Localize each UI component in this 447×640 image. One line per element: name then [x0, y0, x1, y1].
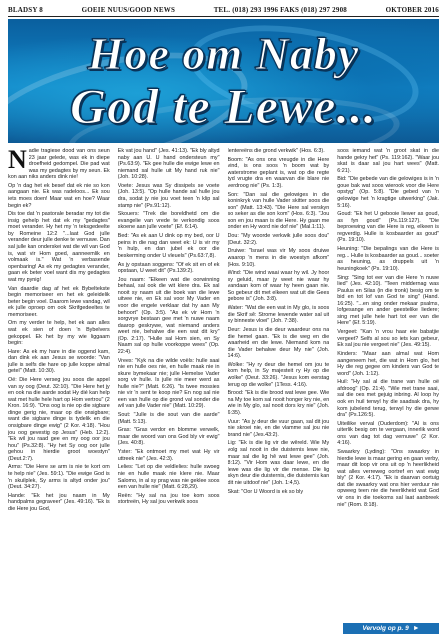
paragraph-text: Bed: "As ek aan U dink op my bed, oor U peins in die nag dan weet ek: U is vir my 'n hulp, en dan jubel ek oor die beskerming onder U vleuels" (Ps.63:7,8).: [117, 233, 220, 259]
continued-label: Vervolg op p. 9: [362, 625, 409, 632]
contact-info: TEL. (018) 293 1996 FAKS (018) 297 2908: [213, 6, 347, 14]
paragraph-text: Son: "Dan sal die gelowiges in die koninkryk van hulle Vader skitter soos die son" (Matt. 13:43). "Die Here sal verskyn so seker as die son kom" (Hos. 6:3). "Jou son en jou maan is die Here. Hy gaan me onder en Hy word nie dof nie" (Mal.1:11).: [227, 191, 330, 231]
paragraph-text: Arms: "Die Here se arm is nie te kort om te help nie" (Jes. 59:1). "Die ewige God is 'n skuilplek, Sy arms is altyd onder jou" (Deut. 34:27).: [8, 464, 110, 491]
header-divider: [8, 16, 439, 17]
continued-bar[interactable]: [343, 623, 439, 634]
article-paragraph: [118, 233, 220, 259]
paragraph-text: Bid: "Die gebede van die gelowiges is in 'n goue bak wat soos wierook voor die Here opstyg" (Op. 5:8). "Die gebed van 'n gelowige het 'n kragtige uitwerking" (Jak. 5:16).: [337, 176, 439, 209]
article-paragraph: [8, 183, 110, 209]
article-paragraph: [8, 493, 110, 513]
issue-date: OKTOBER 2016: [385, 6, 439, 14]
paragraph-text: Dou: "My woorde verkwik julle soos dou" (Deut. 32:2).: [227, 233, 330, 246]
article-paragraph: [118, 427, 220, 447]
article-paragraph: [8, 349, 110, 375]
article-paragraph: [337, 275, 439, 327]
paragraph-text: Wolke: "Hy ry deur die hemel om jou te kom help, in Sy majesteit ry Hy op die wolke" (Deut. 33:26). "Jesus kom eerstag terug op die wolke" (1Tess. 4:16).: [227, 361, 330, 388]
article-paragraph: [228, 390, 330, 416]
paragraph-text: Voete: Jesus was Sy dissipels se voete (Joh. 13:5). "Op hulle hande sal hulle jou dra, sodat jy nie jou voet teen 'n klip sal stamp nie" (Ps.91:12).: [117, 182, 220, 209]
article-paragraph: [228, 233, 330, 246]
article-paragraph: [228, 489, 330, 496]
paragraph-text: Reën: "Hy sal na jou toe kom soos stortreën, Hy sal jou verkwik soos: [117, 492, 220, 506]
paragraph-text: Hare: As ek my hare in die oggend kam, dan dink ek aan Jesus se woorde: "Van julle is selfs die hare op julle koppe almal getel" (Matt. 10:30).: [8, 348, 110, 375]
article-column-3: [228, 148, 330, 624]
paragraph-text: Druiwe: "Israel was vir My soos druiwe waarop 'n mens in die woestyn afkom" (Hos. 9:10).: [227, 248, 330, 268]
article-paragraph: [337, 211, 439, 244]
paragraph-text: Deur: Jesus is die deur waardeur ons na die hemel gaan. "Ek is die weg en die waarheid en die lewe. Niemand kom na die Vader behalwe deur My nie" (Joh. 14:6).: [227, 326, 330, 360]
article-paragraph: [337, 449, 439, 508]
article-paragraph: [228, 270, 330, 303]
paragraph-text: Yster: "Ek ontmoet my met wat Hy vir uttreek nie" (Jes. 42:3).: [117, 449, 220, 462]
article-paragraph: [118, 493, 220, 506]
article-paragraph: [118, 148, 220, 181]
article-paragraph: [118, 277, 220, 356]
article-paragraph: [228, 248, 330, 268]
paragraph-text: lentereëns die grond verkwik" (Hos. 6:3).: [227, 148, 325, 154]
title-banner: [8, 19, 439, 143]
paragraph-text: Om my verder te help, het ek aan alles wat ek sien of doen 'n Bybelvers gekoppel. Ek het by my wie liggaam begin:: [8, 320, 110, 347]
paragraph-text: adie tragiese dood van ons seun 23 jaar gelede, was ek in diepe droefheid gedompel. Die pad wat was my gedagtes by my seun. Ek kon aan niks anders dink nie!: [8, 148, 110, 181]
article-paragraph: [118, 464, 220, 490]
paragraph-text: Vrees: "Kyk na die wilde voëls: hulle saai nie en hulle oes nie, en hulle maak nie in skure bymekaar nie; julle Hemelse Vader sorg vir hulle. Is julle nie meer werd as hulle nie?" (Matt. 6:26). "Is twee mossies nie vir 'n sent te koop nie? En nog sal nie een van hulle op die grond val sonder die wil van julle Vader nie" (Matt. 10:29).: [117, 357, 220, 410]
article-paragraph: [228, 440, 330, 486]
article-paragraph: [337, 329, 439, 349]
article-paragraph: [228, 148, 330, 155]
paragraph-text: Jou naam: "Elkeen wat die oorwinning behaal, sal ook die wit klere dra. Ek sal nooit sy naam uit die boek van die lewe uitvee nie, en Ek sal voor My Vader en voor die engele verklaar dat hy aan My behoort" (Op. 3:5). "As ek vir Hom 'n sorgvrye bestaan gee met 'n nuwe naam daarop geskrywe, wat niemand anders weet nie, behalwe die een wat dit kry" (Op. 2:17). "Hulle sal Hom sien, en Sy Naam sal op hulle voorkoppe wees" (Op. 22:4).: [117, 276, 220, 355]
article-paragraph: [228, 305, 330, 325]
page-header: [8, 4, 439, 16]
paragraph-text: Heuning: "Die bepalings van die Here is reg... Hulle is kosbaarder as goud... soeter as heuning, as druppels uit 'n heuningkoek" (Ps. 19:10).: [337, 246, 439, 272]
paragraph-text: soos iemand wat 'n groot skat in die hande gekry het" (Ps. 119:162). "Waar jou skat is daar sal jou hart wees" (Matt. 6:21).: [337, 148, 439, 174]
article-paragraph: [8, 320, 110, 346]
article-paragraph: [118, 449, 220, 462]
article-paragraph: [118, 183, 220, 209]
paragraph-text: Huil: "Hy sal al die trane van hulle oë afdroog" (Op. 21:4). "Wie met trane saai, sal die oes met gejuig inbring. Al loop hy ook en huil terwyl hy die saadsak dra, hy kom jubelend terug, terwyl hy die gerwe dra" (Ps.126:5).: [337, 379, 439, 419]
publication-name: GOEIE NUUS/GOOD NEWS: [81, 6, 176, 14]
paragraph-text: Kinders: "Maar aan almal wat Hom aangeneem het, die wat in Hom glo, het Hy die reg gegee om kinders van God te word" (Joh. 1:12).: [337, 350, 439, 377]
paragraph-text: Uiteilike verval (Ouderdom): "Al is ons uiterlik besig om te vergaan, innerlik word ons van dag tot dag vernuwe" (2 Kor. 4:16).: [337, 420, 439, 447]
article-paragraph: [118, 262, 220, 275]
paragraph-text: Wind: "Die wind waai waar hy wil. Jy hoor sy geluid, maar jy weet nie waar hy vandaan kom of waar hy heen gaan nie. So gebeur dit met elkeen wat uit die Gees gebore is" (Joh. 3:8).: [227, 270, 330, 303]
drop-cap: N: [8, 148, 27, 174]
article-paragraph: [337, 379, 439, 418]
paragraph-text: As jy opstaan soggens: "Of ek sit en of ek opstaan, U weet dit" (Ps.139:2).: [117, 261, 220, 275]
paragraph-text: Op 'n dag het ek besef dat ek nie so kon aangaan nie. Ek was radeloos... Ek sou iets moes doen! Maar wat en hoe? Waar begin ek?: [8, 182, 110, 209]
paragraph-text: Brood: "Ek is die brood wat lewe gee. Wie na My toe kom sal nooit honger kry nie, en wie in My glo, sal nooit dors kry nie" (Joh. 6:35).: [227, 390, 330, 416]
article-paragraph: [228, 157, 330, 190]
article-paragraph: [118, 358, 220, 410]
paragraph-text: Sing: "Sing tot eer van die Here 'n nuwe lied" (Jes. 42:10). "Teen middernag was Paulus en Silas (in die tronk) besig om te bid en tot lof van God te sing" (Hand. 16:25). "...en sing onder mekaar psalms, lofgesange en ander geestelike liedere; sing met julle hele hart tot eer van die Here" (Ef. 5:19).: [337, 274, 439, 327]
article-paragraph: [337, 421, 439, 447]
paragraph-text: Water: "Wat die een wat in My glo, is soos die Skrif sê: Strome lewende water sal uit sy binneste vloei" (Joh. 7:38).: [227, 305, 330, 325]
article-column-4: [337, 148, 439, 624]
paragraph-text: Swaarkry (Lyding): "Ons swaarkry in hierdie lewe is maar gering en gaan verby, maar dit loop vir ons uit op 'n heerlikheid wat alles verreweg oortref en wat ewig bly" (2 Kor. 4:17). "Ek is daarvan oortuig dat die swaarkry wat ons hier verduur nie opweeg teen nie die heerlikheid wat God vir ons in die toekoms sal laat aanbreek nie" (Rom. 8:18).: [337, 449, 439, 508]
article-paragraph: [8, 286, 110, 319]
paragraph-text: Hande: "Ek het jou naam in My handpalms gegraveer" (Jes. 49:16). "Ek is die Here jou God,: [8, 492, 110, 512]
article-paragraph: [118, 412, 220, 425]
banner-title-line1: Hoe om Naby: [87, 28, 360, 79]
arrow-right-icon: ►: [412, 625, 420, 632]
article-paragraph: [337, 351, 439, 377]
article-paragraph: [337, 176, 439, 209]
article-paragraph: [8, 464, 110, 490]
paragraph-text: Skouers: "Trek die boreldhetd om die evangelie van vrede te verkondig soos skoene aan julle voete" (Ef. 6:14).: [117, 211, 220, 231]
article-paragraph: [8, 148, 110, 181]
paragraph-text: Gras: "Gras verdor en blomme verwelk, maar die woord van ons God bly vir ewig" (Jes. 40:8).: [117, 427, 220, 447]
paragraph-text: Van daardie dag af het ek Bybeltekste begin memoriseer en het ek geleidelik beter begin voel. Daarom lewe vandag, wil ek julle oproep om ook Skrifgedeeltes te memoriseer.: [8, 285, 110, 318]
paragraph-text: Oë: Die Here verseg jou soos die appel van sy oog (Deut. 32:10). "Die Here het jy en ook na die aarde sodat Hy dié kan help wat met hulle hele hart op Hom vertrou" (2 Kron. 16:9). "Ons oog is nie op die sigbare dinge gerig nie, maar op die onsigbare; want die sigbare dinge is tydelik en die onsigbare dinge ewig" (2 Kor. 4:18). "Hou jou oog gevestig op Jesus" (Heb. 12:2). "Ek wil jou raad gee en my oog oor jou hou" (Ps.32:8). "Hy het Sy oog oor julle gehou in hierdie groot woestyn" (Deut.2:7).: [8, 377, 110, 462]
article-paragraph: [228, 362, 330, 388]
paragraph-text: Vergeet: "Kan 'n vrou haar eie babatjie vergeet? Selfs al sou so iets kan gebeur, Ek sal jou nie vergeet nie" (Jes. 49:15).: [337, 329, 439, 349]
paragraph-text: Skat: "Oor U Woord is ek so bly: [227, 488, 304, 495]
paragraph-text: Lig: "Ek is die lig vir die wêreld. Wie My volg sal nooit in die duisternis lewe nie, maar sal die lig hê wat lewe gee" (Joh. 8:12). "Vir Hom was daar lewe, en die lewe was die lig vir die mense. Die lig skyn deur die duisternis, die duisternis kan dit nie uitdoof nie" (Joh. 1:4,5).: [227, 440, 330, 486]
article-paragraph: [337, 148, 439, 174]
article-paragraph: [228, 327, 330, 360]
paragraph-text: Ek vat jou hand" (Jes. 41:13). "Ek bly altyd naby aan U. U hand ondersteun my" (Ps.63:9). "Ek gee hulle die ewige lewe en niemand sal hulle uit My hand ruk nie" (Joh. 10:28).: [117, 148, 220, 181]
paragraph-text: Boom: "As ons ons vreugde in die Here vind, is ons soos 'n boom wat by waterstrome geplant is, wat op die regte tyd vrugte dra en waarvan die blare nie verdroog nie" (Ps. 1:3).: [227, 156, 330, 189]
page-number: BLADSY 8: [8, 6, 43, 14]
paragraph-text: Lelies: "Let op die veldlelies: hulle swoeg nie en hulle maak nie klere nie. Maar Salomo, in al sy prag was nie geklee soos een van hulle nie" (Matt. 6:28,29).: [117, 464, 220, 491]
article-paragraph: [228, 419, 330, 439]
article-column-2: [118, 148, 220, 624]
paragraph-text: Goud: "Ek het U gebooie liewer as goud, as fyn goud" (Ps.119:127). "Die beproewing van die Here is reg, elkeen is regverdig. Hulle is kosbaarder as goud" (Ps. 19:10).: [337, 211, 439, 244]
article-paragraph: [228, 192, 330, 231]
article-paragraph: [118, 211, 220, 231]
paragraph-text: Vuur: "As jy deur die vuur gaan, sal dit jou nie skroei nie, en die vlamme sal jou nie brand nie" (Jes.43:2).: [227, 418, 330, 438]
paragraph-text: Sout: "Julle is die sout van die aarde" (Matt. 5:13).: [117, 412, 220, 425]
article-column-1: [8, 148, 110, 624]
paragraph-text: Dis toe dat 'n pastorale beradar my tot die insig gehelp het dat ek my "gedagtes" moet verander. Hy het my 'n teksgedeelte by Romeine 12:2 "...laat God julle verander deur julle denke te vernuwe. Dan sal julle kan onderskei wat die wil van God is, wat vir Hom goed, aanneemlik en volmaak is." Wat 'n verbasende openbaring! As ek my gedagtes verander, gaan ek beter voel want dis my gedagtes wat my pynig!: [8, 211, 110, 283]
article-paragraph: [8, 211, 110, 283]
article-paragraph: [337, 246, 439, 272]
banner-title-line2: God te Lewe...: [70, 78, 377, 134]
article-body: [8, 148, 439, 624]
article-paragraph: [8, 377, 110, 462]
